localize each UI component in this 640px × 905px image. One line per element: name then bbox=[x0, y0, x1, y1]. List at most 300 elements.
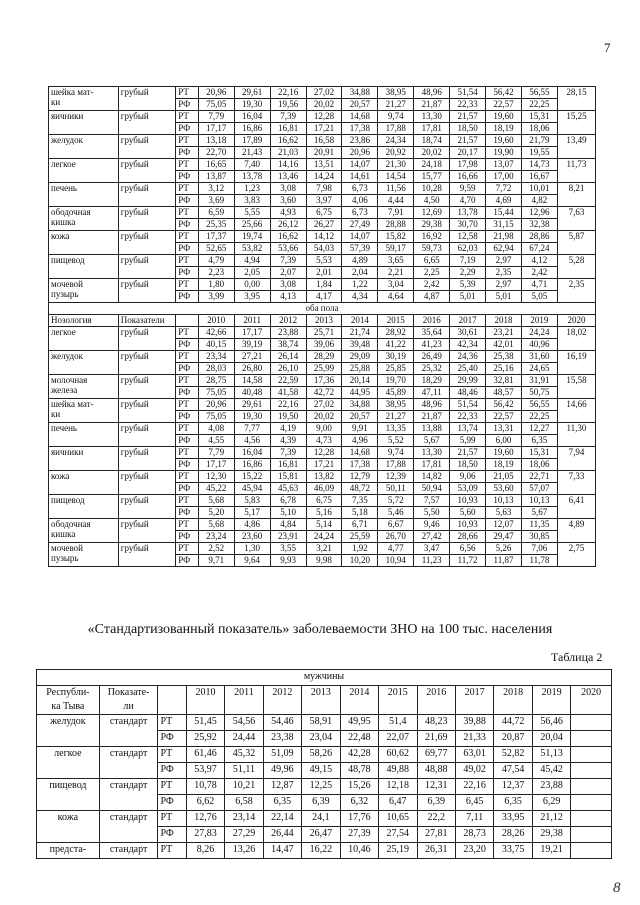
value-cell: 28,66 bbox=[450, 531, 486, 543]
value-cell: 25,59 bbox=[342, 531, 378, 543]
value-cell bbox=[571, 715, 612, 731]
value-cell: 45,22 bbox=[198, 483, 234, 495]
header-line: ли bbox=[123, 701, 134, 712]
empty-header-cell bbox=[176, 315, 199, 327]
value-cell: 52,82 bbox=[494, 747, 532, 763]
value-cell: 49,15 bbox=[302, 763, 340, 779]
indicator-type-cell: грубый bbox=[118, 231, 175, 255]
value-cell: 18,29 bbox=[414, 375, 450, 387]
value-cell: 59,73 bbox=[414, 243, 450, 255]
value-cell: 24,44 bbox=[225, 731, 263, 747]
value-cell: 31,60 bbox=[521, 351, 557, 363]
value-cell: 51,45 bbox=[186, 715, 224, 731]
value-cell: 17,38 bbox=[342, 123, 378, 135]
value-cell: 16,62 bbox=[270, 231, 306, 243]
value-cell: 4,71 bbox=[521, 279, 557, 291]
region-code-cell: РФ bbox=[176, 435, 199, 447]
value-cell: 19,60 bbox=[486, 447, 522, 459]
value-cell: 11,78 bbox=[521, 555, 557, 567]
value-cell: 7,19 bbox=[450, 255, 486, 267]
value-cell: 14,24 bbox=[306, 171, 342, 183]
value-cell: 26,44 bbox=[263, 827, 301, 843]
value-cell: 13,35 bbox=[378, 423, 414, 435]
value-cell: 7,91 bbox=[378, 207, 414, 219]
value-cell: 9,59 bbox=[450, 183, 486, 195]
value-cell: 11,30 bbox=[557, 423, 595, 447]
value-cell: 45,42 bbox=[532, 763, 570, 779]
nosology-cell bbox=[49, 495, 119, 519]
page-number: 7 bbox=[604, 40, 611, 55]
value-cell: 19,74 bbox=[234, 231, 270, 243]
value-cell: 22,33 bbox=[450, 411, 486, 423]
region-code-cell: РТ bbox=[176, 231, 199, 243]
value-cell: 27,42 bbox=[414, 531, 450, 543]
value-cell: 14,54 bbox=[378, 171, 414, 183]
value-cell: 12,25 bbox=[302, 779, 340, 795]
value-cell: 21,87 bbox=[414, 99, 450, 111]
value-cell: 19,55 bbox=[521, 147, 557, 159]
region-code-cell: РФ bbox=[158, 731, 186, 747]
nosology-cell bbox=[49, 87, 119, 111]
value-cell: 7,79 bbox=[198, 111, 234, 123]
value-cell: 6,73 bbox=[342, 207, 378, 219]
indicator-type-cell: стандарт bbox=[99, 843, 158, 859]
nosology-cell: пищевод bbox=[37, 779, 100, 811]
value-cell: 22,48 bbox=[340, 731, 378, 747]
value-cell: 40,48 bbox=[234, 387, 270, 399]
value-cell: 33,75 bbox=[494, 843, 532, 859]
indicator-type-cell: грубый bbox=[118, 543, 175, 567]
value-cell bbox=[571, 827, 612, 843]
value-cell: 3,69 bbox=[198, 195, 234, 207]
value-cell: 10,01 bbox=[521, 183, 557, 195]
value-cell: 26,27 bbox=[306, 219, 342, 231]
value-cell: 18,19 bbox=[486, 123, 522, 135]
value-cell: 5,18 bbox=[342, 507, 378, 519]
region-code-cell: РФ bbox=[158, 763, 186, 779]
value-cell: 1,84 bbox=[306, 279, 342, 291]
value-cell: 15,31 bbox=[521, 111, 557, 123]
value-cell: 13,49 bbox=[557, 135, 595, 159]
value-cell: 3,12 bbox=[198, 183, 234, 195]
value-cell: 22,25 bbox=[521, 99, 557, 111]
nosology-cell bbox=[49, 135, 119, 159]
value-cell: 75,05 bbox=[198, 99, 234, 111]
value-cell: 10,94 bbox=[378, 555, 414, 567]
value-cell: 4,64 bbox=[378, 291, 414, 303]
value-cell: 26,80 bbox=[234, 363, 270, 375]
value-cell: 45,94 bbox=[234, 483, 270, 495]
value-cell: 42,01 bbox=[486, 339, 522, 351]
nosology-cell bbox=[49, 423, 119, 447]
year-header: 2012 bbox=[263, 686, 301, 715]
value-cell: 11,87 bbox=[486, 555, 522, 567]
value-cell: 5,68 bbox=[198, 519, 234, 531]
table-row-rt bbox=[49, 135, 596, 147]
value-cell: 5,17 bbox=[234, 507, 270, 519]
region-code-cell: РФ bbox=[176, 483, 199, 495]
value-cell: 21,27 bbox=[378, 99, 414, 111]
value-cell: 5,01 bbox=[450, 291, 486, 303]
indicators-header: Показатели bbox=[118, 315, 175, 327]
value-cell: 6,47 bbox=[379, 795, 417, 811]
value-cell: 51,11 bbox=[225, 763, 263, 779]
nosology-cell bbox=[49, 279, 119, 303]
value-cell: 62,94 bbox=[486, 243, 522, 255]
section-row bbox=[37, 670, 612, 686]
value-cell: 26,31 bbox=[417, 843, 455, 859]
table-row-rt bbox=[37, 843, 612, 859]
value-cell: 2,52 bbox=[198, 543, 234, 555]
value-cell: 20,87 bbox=[494, 731, 532, 747]
value-cell: 51,09 bbox=[263, 747, 301, 763]
value-cell: 20,92 bbox=[378, 147, 414, 159]
value-cell: 51,54 bbox=[450, 399, 486, 411]
value-cell: 2,75 bbox=[557, 543, 595, 567]
region-code-cell: РТ bbox=[176, 207, 199, 219]
nosology-name-line: печень bbox=[51, 423, 78, 433]
value-cell: 44,95 bbox=[342, 387, 378, 399]
year-header: 2014 bbox=[342, 315, 378, 327]
value-cell: 2,29 bbox=[450, 267, 486, 279]
nosology-name-line: кожа bbox=[51, 231, 70, 241]
value-cell: 21,12 bbox=[532, 811, 570, 827]
value-cell: 7,35 bbox=[342, 495, 378, 507]
value-cell: 4,12 bbox=[521, 255, 557, 267]
value-cell: 32,81 bbox=[486, 375, 522, 387]
incidence-crude-table bbox=[48, 86, 596, 567]
value-cell: 7,57 bbox=[414, 495, 450, 507]
value-cell: 4,86 bbox=[234, 519, 270, 531]
value-cell: 29,61 bbox=[234, 87, 270, 99]
value-cell: 22,2 bbox=[417, 811, 455, 827]
value-cell: 14,47 bbox=[263, 843, 301, 859]
indicator-type-cell: грубый bbox=[118, 111, 175, 135]
year-header: 2011 bbox=[234, 315, 270, 327]
indicator-type-cell: стандарт bbox=[99, 811, 158, 843]
indicator-type-cell: грубый bbox=[118, 279, 175, 303]
value-cell: 6,45 bbox=[455, 795, 493, 811]
value-cell: 4,19 bbox=[270, 423, 306, 435]
value-cell: 51,54 bbox=[450, 87, 486, 99]
value-cell: 2,21 bbox=[378, 267, 414, 279]
region-code-cell: РФ bbox=[158, 827, 186, 843]
nosology-name-line: кишка bbox=[51, 529, 76, 539]
region-code-cell: РФ bbox=[176, 291, 199, 303]
nosology-name-line: пузырь bbox=[51, 289, 79, 299]
value-cell: 18,02 bbox=[557, 327, 595, 351]
value-cell: 56,42 bbox=[486, 399, 522, 411]
value-cell: 35,64 bbox=[414, 327, 450, 339]
region-code-cell: РФ bbox=[176, 411, 199, 423]
value-cell: 1,80 bbox=[198, 279, 234, 291]
indicator-type-cell: стандарт bbox=[99, 715, 158, 747]
value-cell: 51,13 bbox=[532, 747, 570, 763]
value-cell: 59,17 bbox=[378, 243, 414, 255]
value-cell: 24,36 bbox=[450, 351, 486, 363]
value-cell: 5,20 bbox=[198, 507, 234, 519]
region-code-cell: РФ bbox=[176, 219, 199, 231]
table-row-rt bbox=[49, 231, 596, 243]
nosology-name-line: железа bbox=[51, 385, 78, 395]
value-cell: 17,17 bbox=[234, 327, 270, 339]
value-cell: 15,31 bbox=[521, 447, 557, 459]
value-cell: 21,87 bbox=[414, 411, 450, 423]
value-cell: 5,68 bbox=[198, 495, 234, 507]
value-cell: 17,81 bbox=[414, 123, 450, 135]
value-cell: 16,65 bbox=[198, 159, 234, 171]
value-cell: 27,02 bbox=[306, 399, 342, 411]
value-cell: 16,92 bbox=[414, 231, 450, 243]
value-cell: 4,69 bbox=[486, 195, 522, 207]
nosology-name-line: ободочная bbox=[51, 207, 91, 217]
value-cell: 29,61 bbox=[234, 399, 270, 411]
value-cell: 17,17 bbox=[198, 123, 234, 135]
value-cell: 41,58 bbox=[270, 387, 306, 399]
table-row-rt bbox=[49, 255, 596, 267]
header-line: ка Тыва bbox=[51, 701, 85, 712]
year-header: 2013 bbox=[302, 686, 340, 715]
value-cell: 28,03 bbox=[198, 363, 234, 375]
region-code-cell: РФ bbox=[176, 195, 199, 207]
value-cell: 20,04 bbox=[532, 731, 570, 747]
value-cell: 23,04 bbox=[302, 731, 340, 747]
value-cell: 49,02 bbox=[455, 763, 493, 779]
value-cell: 5,52 bbox=[378, 435, 414, 447]
value-cell: 20,02 bbox=[306, 411, 342, 423]
value-cell: 10,13 bbox=[521, 495, 557, 507]
value-cell: 19,56 bbox=[270, 99, 306, 111]
value-cell: 32,38 bbox=[521, 219, 557, 231]
value-cell: 19,70 bbox=[378, 375, 414, 387]
value-cell: 12,30 bbox=[198, 471, 234, 483]
region-code-cell: РТ bbox=[176, 87, 199, 99]
value-cell: 17,00 bbox=[486, 171, 522, 183]
region-code-cell: РФ bbox=[176, 363, 199, 375]
value-cell: 12,18 bbox=[379, 779, 417, 795]
value-cell: 4,87 bbox=[414, 291, 450, 303]
region-code-cell: РТ bbox=[158, 811, 186, 827]
value-cell: 2,01 bbox=[306, 267, 342, 279]
value-cell: 22,57 bbox=[486, 411, 522, 423]
value-cell: 40,96 bbox=[521, 339, 557, 351]
value-cell: 25,40 bbox=[450, 363, 486, 375]
value-cell: 5,63 bbox=[486, 507, 522, 519]
value-cell: 12,39 bbox=[378, 471, 414, 483]
value-cell: 2,04 bbox=[342, 267, 378, 279]
value-cell: 5,05 bbox=[521, 291, 557, 303]
value-cell: 22,16 bbox=[455, 779, 493, 795]
value-cell: 2,97 bbox=[486, 279, 522, 291]
nosology-name-line: мочевой bbox=[51, 543, 83, 553]
value-cell: 7,39 bbox=[270, 447, 306, 459]
year-header: 2019 bbox=[532, 686, 570, 715]
value-cell: 42,28 bbox=[340, 747, 378, 763]
value-cell: 5,72 bbox=[378, 495, 414, 507]
value-cell: 21,57 bbox=[450, 447, 486, 459]
value-cell: 14,68 bbox=[342, 111, 378, 123]
indicator-header bbox=[99, 686, 158, 715]
indicator-type-cell: грубый bbox=[118, 399, 175, 423]
indicator-type-cell: стандарт bbox=[99, 779, 158, 811]
value-cell: 17,88 bbox=[378, 459, 414, 471]
region-code-cell: РТ bbox=[176, 183, 199, 195]
value-cell: 3,60 bbox=[270, 195, 306, 207]
value-cell: 27,81 bbox=[417, 827, 455, 843]
value-cell: 2,07 bbox=[270, 267, 306, 279]
value-cell: 13,74 bbox=[450, 423, 486, 435]
region-code-cell: РТ bbox=[176, 255, 199, 267]
value-cell: 4,96 bbox=[342, 435, 378, 447]
table-row-rt bbox=[37, 779, 612, 795]
value-cell: 12,27 bbox=[521, 423, 557, 435]
value-cell: 34,88 bbox=[342, 87, 378, 99]
region-code-cell: РТ bbox=[158, 843, 186, 859]
year-header: 2015 bbox=[378, 315, 414, 327]
indicator-type-cell: грубый bbox=[118, 159, 175, 183]
value-cell: 9,06 bbox=[450, 471, 486, 483]
value-cell: 13,78 bbox=[450, 207, 486, 219]
value-cell: 7,39 bbox=[270, 255, 306, 267]
value-cell: 4,17 bbox=[306, 291, 342, 303]
value-cell: 57,07 bbox=[521, 483, 557, 495]
value-cell: 12,79 bbox=[342, 471, 378, 483]
value-cell: 5,67 bbox=[414, 435, 450, 447]
value-cell: 6,65 bbox=[414, 255, 450, 267]
value-cell: 4,06 bbox=[342, 195, 378, 207]
value-cell: 56,55 bbox=[521, 399, 557, 411]
nosology-name-line: яичники bbox=[51, 111, 84, 121]
value-cell: 16,04 bbox=[234, 111, 270, 123]
region-code-cell: РФ bbox=[176, 555, 199, 567]
value-cell: 3,83 bbox=[234, 195, 270, 207]
value-cell: 30,70 bbox=[450, 219, 486, 231]
value-cell: 6,35 bbox=[521, 435, 557, 447]
value-cell: 13,51 bbox=[306, 159, 342, 171]
value-cell: 14,07 bbox=[342, 231, 378, 243]
region-code-cell: РТ bbox=[176, 159, 199, 171]
header-line: Республи- bbox=[46, 687, 90, 698]
section-row bbox=[49, 303, 596, 315]
value-cell: 27,39 bbox=[340, 827, 378, 843]
value-cell: 27,29 bbox=[225, 827, 263, 843]
value-cell: 3,95 bbox=[234, 291, 270, 303]
table-row-rt bbox=[49, 423, 596, 435]
value-cell: 13,30 bbox=[414, 111, 450, 123]
nosology-name-line: легкое bbox=[51, 159, 76, 169]
value-cell: 51,4 bbox=[379, 715, 417, 731]
table-row-rt bbox=[49, 351, 596, 363]
value-cell: 4,89 bbox=[557, 519, 595, 543]
value-cell: 48,96 bbox=[414, 87, 450, 99]
value-cell: 42,72 bbox=[306, 387, 342, 399]
value-cell: 13,30 bbox=[414, 447, 450, 459]
value-cell: 1,22 bbox=[342, 279, 378, 291]
year-header: 2013 bbox=[306, 315, 342, 327]
value-cell: 17,21 bbox=[306, 123, 342, 135]
value-cell: 5,60 bbox=[450, 507, 486, 519]
value-cell: 28,73 bbox=[455, 827, 493, 843]
value-cell: 17,81 bbox=[414, 459, 450, 471]
value-cell: 22,57 bbox=[486, 99, 522, 111]
value-cell: 6,67 bbox=[378, 519, 414, 531]
value-cell: 16,04 bbox=[234, 447, 270, 459]
value-cell: 7,33 bbox=[557, 471, 595, 495]
value-cell: 3,08 bbox=[270, 183, 306, 195]
region-code-cell: РФ bbox=[158, 795, 186, 811]
value-cell: 19,60 bbox=[486, 135, 522, 147]
value-cell: 14,12 bbox=[306, 231, 342, 243]
nosology-cell: кожа bbox=[37, 811, 100, 843]
value-cell: 58,91 bbox=[302, 715, 340, 731]
value-cell: 10,21 bbox=[225, 779, 263, 795]
value-cell: 9,98 bbox=[306, 555, 342, 567]
value-cell: 4,34 bbox=[342, 291, 378, 303]
value-cell: 4,08 bbox=[198, 423, 234, 435]
region-code-cell: РФ bbox=[176, 267, 199, 279]
value-cell bbox=[571, 795, 612, 811]
table-row-rt bbox=[49, 471, 596, 483]
value-cell: 20,02 bbox=[414, 147, 450, 159]
nosology-cell bbox=[49, 447, 119, 471]
value-cell: 14,73 bbox=[521, 159, 557, 171]
value-cell: 22,59 bbox=[270, 375, 306, 387]
value-cell: 25,92 bbox=[186, 731, 224, 747]
region-code-cell: РФ bbox=[176, 243, 199, 255]
value-cell: 4,70 bbox=[450, 195, 486, 207]
value-cell: 15,82 bbox=[378, 231, 414, 243]
value-cell: 22,71 bbox=[521, 471, 557, 483]
year-header: 2011 bbox=[225, 686, 263, 715]
value-cell: 6,41 bbox=[557, 495, 595, 519]
nosology-cell bbox=[49, 519, 119, 543]
value-cell: 12,28 bbox=[306, 447, 342, 459]
value-cell: 4,77 bbox=[378, 543, 414, 555]
value-cell: 23,88 bbox=[532, 779, 570, 795]
value-cell: 10,78 bbox=[186, 779, 224, 795]
value-cell: 5,67 bbox=[521, 507, 557, 519]
value-cell: 28,88 bbox=[378, 219, 414, 231]
value-cell: 16,81 bbox=[270, 459, 306, 471]
value-cell: 20,96 bbox=[342, 147, 378, 159]
value-cell: 7,72 bbox=[486, 183, 522, 195]
value-cell: 3,04 bbox=[378, 279, 414, 291]
value-cell: 7,98 bbox=[306, 183, 342, 195]
nosology-name-line: кожа bbox=[51, 471, 70, 481]
value-cell: 28,92 bbox=[378, 327, 414, 339]
value-cell: 20,57 bbox=[342, 411, 378, 423]
value-cell: 45,89 bbox=[378, 387, 414, 399]
indicator-type-cell: грубый bbox=[118, 207, 175, 231]
nosology-name-line: шейка мат- bbox=[51, 399, 94, 409]
value-cell: 11,23 bbox=[414, 555, 450, 567]
nosology-name-line: молочная bbox=[51, 375, 88, 385]
value-cell: 45,32 bbox=[225, 747, 263, 763]
value-cell: 9,46 bbox=[414, 519, 450, 531]
region-code-cell: РТ bbox=[158, 747, 186, 763]
value-cell bbox=[571, 779, 612, 795]
value-cell bbox=[571, 843, 612, 859]
value-cell: 29,38 bbox=[532, 827, 570, 843]
value-cell: 7,40 bbox=[234, 159, 270, 171]
value-cell: 9,74 bbox=[378, 111, 414, 123]
value-cell: 4,56 bbox=[234, 435, 270, 447]
region-code-cell: РФ bbox=[176, 507, 199, 519]
value-cell: 25,88 bbox=[342, 363, 378, 375]
indicator-type-cell: грубый bbox=[118, 495, 175, 519]
nosology-cell: легкое bbox=[37, 747, 100, 779]
value-cell: 18,50 bbox=[450, 123, 486, 135]
